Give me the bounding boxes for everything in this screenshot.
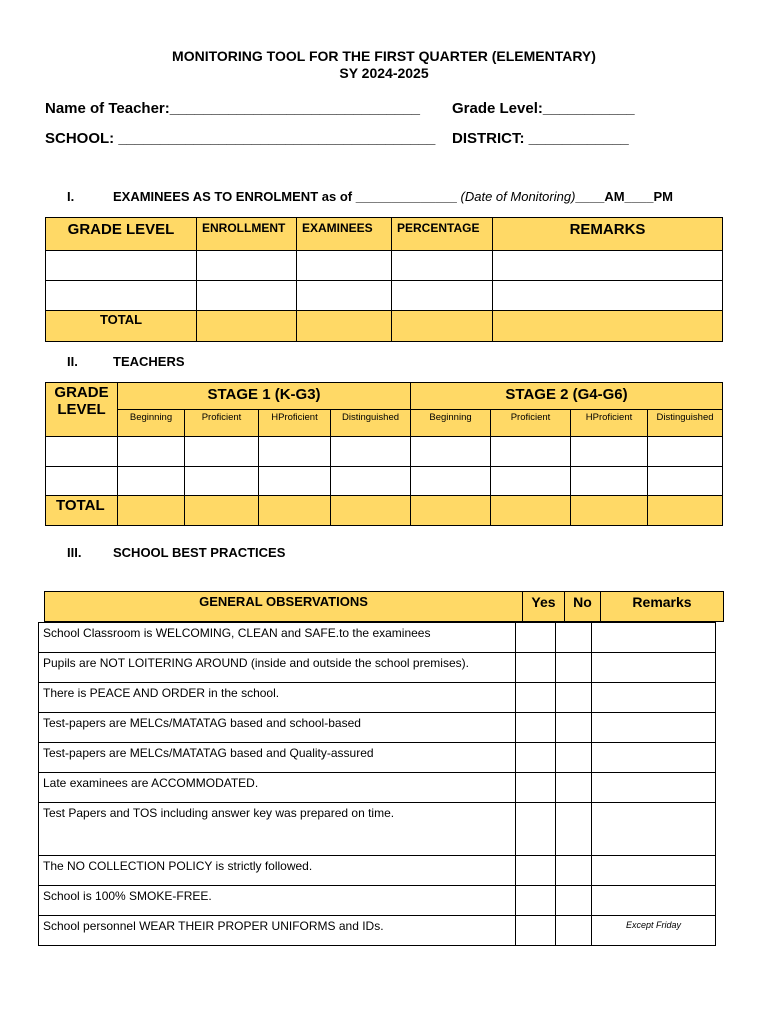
no-cell[interactable] — [556, 623, 592, 653]
remarks-cell[interactable] — [592, 743, 716, 773]
document-title: MONITORING TOOL FOR THE FIRST QUARTER (ELEMENTARY) — [172, 48, 596, 64]
remarks-cell[interactable] — [592, 623, 716, 653]
cell[interactable] — [118, 437, 185, 467]
stage-1-header: STAGE 1 (K-G3) — [118, 383, 411, 410]
cell[interactable] — [648, 496, 723, 526]
grade-level-field[interactable]: Grade Level:___________ — [452, 100, 635, 117]
no-cell[interactable] — [556, 743, 592, 773]
cell[interactable] — [648, 437, 723, 467]
cell[interactable] — [197, 251, 297, 281]
yes-cell[interactable] — [516, 743, 556, 773]
cell[interactable] — [411, 467, 491, 496]
table-row — [39, 886, 716, 916]
observation-text: School personnel WEAR THEIR PROPER UNIFORMS and IDs. — [39, 916, 516, 946]
enrolment-header-row — [46, 218, 723, 251]
cell[interactable] — [648, 467, 723, 496]
section-3-heading: SCHOOL BEST PRACTICES — [113, 545, 286, 560]
table-row — [39, 623, 716, 653]
table-row — [39, 773, 716, 803]
observation-text: Test-papers are MELCs/MATATAG based and Quality-assured — [39, 743, 516, 773]
no-cell[interactable] — [556, 653, 592, 683]
cell[interactable] — [259, 437, 331, 467]
cell[interactable] — [571, 467, 648, 496]
cell[interactable] — [46, 281, 197, 311]
header-yes: Yes — [523, 592, 565, 622]
level-beginning: Beginning — [118, 410, 185, 437]
observation-text: School Classroom is WELCOMING, CLEAN and SAFE.to the examinees — [39, 623, 516, 653]
table-row — [39, 653, 716, 683]
cell[interactable] — [259, 467, 331, 496]
header-grade-level: GRADE LEVEL — [46, 218, 197, 251]
section-2-number: II. — [67, 354, 78, 369]
remarks-cell[interactable]: Except Friday — [592, 916, 716, 946]
cell[interactable] — [259, 496, 331, 526]
table-row — [39, 713, 716, 743]
enrolment-table — [45, 217, 723, 342]
observation-text: Test-papers are MELCs/MATATAG based and school-based — [39, 713, 516, 743]
header-percentage: PERCENTAGE — [392, 218, 493, 251]
remarks-cell[interactable] — [592, 773, 716, 803]
level-distinguished: Distinguished — [648, 410, 723, 437]
level-distinguished: Distinguished — [331, 410, 411, 437]
cell[interactable] — [493, 311, 723, 342]
cell[interactable] — [185, 496, 259, 526]
observation-text: Test Papers and TOS including answer key was prepared on time. — [39, 803, 516, 856]
remarks-cell[interactable] — [592, 856, 716, 886]
stage-header-row — [46, 383, 723, 410]
observation-text: The NO COLLECTION POLICY is strictly followed. — [39, 856, 516, 886]
remarks-cell[interactable] — [592, 803, 716, 856]
remarks-cell[interactable] — [592, 683, 716, 713]
level-proficient: Proficient — [491, 410, 571, 437]
cell[interactable] — [331, 437, 411, 467]
total-label: TOTAL — [46, 311, 197, 342]
cell[interactable] — [297, 311, 392, 342]
teachers-table — [45, 382, 723, 526]
header-examinees: EXAMINEES — [297, 218, 392, 251]
cell[interactable] — [46, 251, 197, 281]
level-hproficient: HProficient — [571, 410, 648, 437]
header-grade-level: GRADE LEVEL — [46, 383, 118, 437]
total-row — [46, 311, 723, 342]
yes-cell[interactable] — [516, 803, 556, 856]
cell[interactable] — [185, 437, 259, 467]
header-enrollment: ENROLLMENT — [197, 218, 297, 251]
observation-text: Pupils are NOT LOITERING AROUND (inside and outside the school premises). — [39, 653, 516, 683]
observations-header — [44, 591, 724, 622]
table-row — [39, 683, 716, 713]
cell[interactable] — [46, 437, 118, 467]
section-1-number: I. — [67, 189, 75, 204]
yes-cell[interactable] — [516, 856, 556, 886]
yes-cell[interactable] — [516, 623, 556, 653]
table-row — [46, 251, 723, 281]
level-header-row — [46, 410, 723, 437]
cell[interactable] — [491, 437, 571, 467]
yes-cell[interactable] — [516, 653, 556, 683]
yes-cell[interactable] — [516, 773, 556, 803]
cell[interactable] — [491, 467, 571, 496]
cell[interactable] — [118, 467, 185, 496]
cell[interactable] — [331, 467, 411, 496]
table-row — [46, 437, 723, 467]
table-row — [46, 467, 723, 496]
cell[interactable] — [185, 467, 259, 496]
cell[interactable] — [491, 496, 571, 526]
remarks-cell[interactable] — [592, 653, 716, 683]
cell[interactable] — [571, 437, 648, 467]
no-cell[interactable] — [556, 856, 592, 886]
cell[interactable] — [571, 496, 648, 526]
section-2-heading: TEACHERS — [113, 354, 185, 369]
cell[interactable] — [392, 311, 493, 342]
no-cell[interactable] — [556, 683, 592, 713]
yes-cell[interactable] — [516, 916, 556, 946]
observation-text: There is PEACE AND ORDER in the school. — [39, 683, 516, 713]
no-cell[interactable] — [556, 886, 592, 916]
header-remarks: Remarks — [601, 592, 724, 622]
cell[interactable] — [46, 467, 118, 496]
cell[interactable] — [493, 281, 723, 311]
school-year: SY 2024-2025 — [339, 65, 429, 81]
district-field[interactable]: DISTRICT: ____________ — [452, 130, 629, 147]
yes-cell[interactable] — [516, 683, 556, 713]
cell[interactable] — [297, 251, 392, 281]
no-cell[interactable] — [556, 916, 592, 946]
no-cell[interactable] — [556, 773, 592, 803]
observations-table — [38, 622, 716, 946]
table-row — [39, 803, 716, 856]
date-of-monitoring-note: (Date of Monitoring) — [460, 189, 576, 204]
table-row — [39, 856, 716, 886]
yes-cell[interactable] — [516, 713, 556, 743]
table-row — [39, 743, 716, 773]
cell[interactable] — [493, 251, 723, 281]
yes-cell[interactable] — [516, 886, 556, 916]
section-3-number: III. — [67, 545, 82, 560]
total-label: TOTAL — [46, 496, 118, 526]
cell[interactable] — [118, 496, 185, 526]
remarks-cell[interactable] — [592, 886, 716, 916]
cell[interactable] — [392, 281, 493, 311]
cell[interactable] — [297, 281, 392, 311]
section-1-heading — [113, 189, 673, 204]
cell[interactable] — [392, 251, 493, 281]
section-1-heading-text: EXAMINEES AS TO ENROLMENT as of ______________ — [113, 189, 461, 204]
observation-text: Late examinees are ACCOMMODATED. — [39, 773, 516, 803]
level-hproficient: HProficient — [259, 410, 331, 437]
table-row — [39, 916, 716, 946]
header-general-observations: GENERAL OBSERVATIONS — [45, 592, 523, 622]
level-proficient: Proficient — [185, 410, 259, 437]
header-no: No — [565, 592, 601, 622]
no-cell[interactable] — [556, 713, 592, 743]
total-row — [46, 496, 723, 526]
teacher-name-field[interactable]: Name of Teacher:______________________________ — [45, 100, 421, 117]
no-cell[interactable] — [556, 803, 592, 856]
school-field[interactable]: SCHOOL: ______________________________________ — [45, 130, 436, 147]
header-remarks: REMARKS — [493, 218, 723, 251]
observation-text: School is 100% SMOKE-FREE. — [39, 886, 516, 916]
cell[interactable] — [197, 311, 297, 342]
cell[interactable] — [411, 437, 491, 467]
stage-2-header: STAGE 2 (G4-G6) — [411, 383, 723, 410]
remarks-cell[interactable] — [592, 713, 716, 743]
level-beginning: Beginning — [411, 410, 491, 437]
cell[interactable] — [411, 496, 491, 526]
cell[interactable] — [331, 496, 411, 526]
table-row — [46, 281, 723, 311]
cell[interactable] — [197, 281, 297, 311]
am-pm-field[interactable]: ____AM____PM — [575, 189, 673, 204]
